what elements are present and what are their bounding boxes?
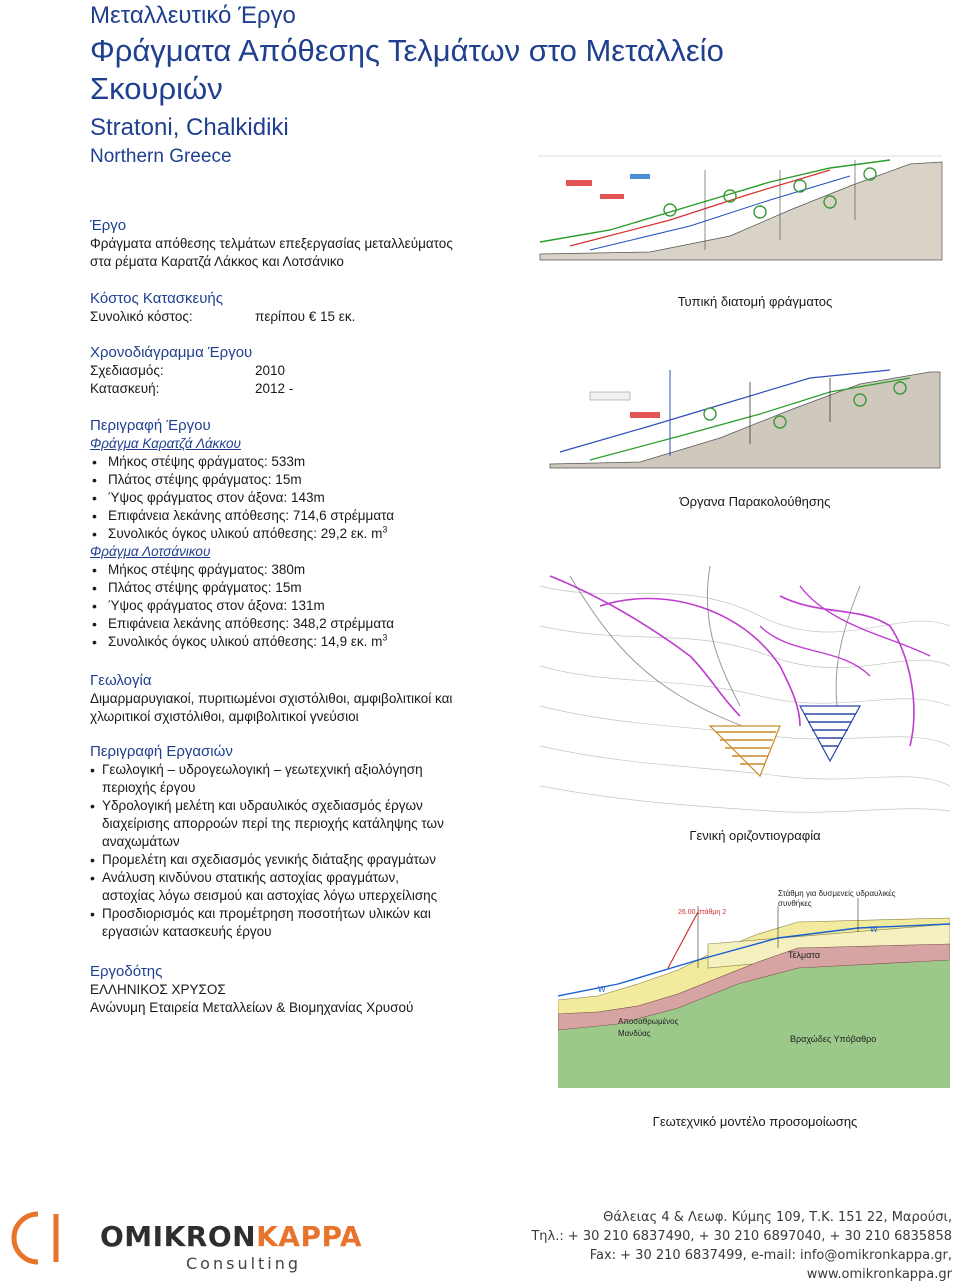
project-description-1: Φράγματα απόθεσης τελμάτων επεξεργασίας μεταλλεύματος [90, 236, 453, 251]
model-tailings-label: Τέλματα [788, 950, 821, 960]
work-line: αναχωμάτων [102, 834, 180, 849]
works-list [90, 761, 530, 941]
schedule-heading: Χρονοδιάγραμμα Έργου [90, 344, 253, 361]
list-item [90, 761, 530, 797]
dam1-volume-sup: 3 [382, 524, 388, 535]
work-line: • Γεωλογική – υδρογεωλογική – γεωτεχνική αξιολόγηση [102, 762, 423, 777]
list-item: • Επιφάνεια λεκάνης απόθεσης: 348,2 στρέμματα [90, 615, 530, 633]
work-line: • Προσδιορισμός και προμέτρηση ποσοτήτων υλικών και [102, 906, 431, 921]
model-water-table-label-1: Στάθμη για δυσμενείς υδραυλικές [778, 889, 896, 898]
geology-heading: Γεωλογία [90, 672, 152, 689]
work-line: • Υδρολογική μελέτη και υδραυλικός σχεδιασμός έργων [102, 798, 423, 813]
dam2-title: Φράγμα Λοτσάνικου [90, 544, 211, 559]
list-item: • Μήκος στέψης φράγματος: 533m [90, 453, 530, 471]
dam2-volume: Συνολικός όγκος υλικού απόθεσης: 14,9 εκ. m [108, 634, 383, 649]
work-line: • Προμελέτη και σχεδιασμός γενικής διάταξης φραγμάτων [102, 852, 436, 867]
list-item: • Πλάτος στέψης φράγματος: 15m [90, 579, 530, 597]
schedule-section [90, 343, 530, 398]
contact-block [460, 1208, 952, 1284]
instruments-drawing [530, 352, 950, 470]
geology-section [90, 671, 530, 726]
list-item [90, 633, 530, 651]
consulting-label: Consulting [186, 1254, 302, 1273]
dam-cross-section-figure [530, 150, 950, 262]
works-section [90, 742, 530, 941]
work-line: περιοχής έργου [102, 780, 196, 795]
page-title-line2: Σκουριών [90, 71, 223, 106]
geotechnical-model-figure [558, 888, 950, 1088]
model-deposit-label-1: Αποσαθρωμένος [618, 1017, 679, 1026]
list-item: • Ύψος φράγματος στον άξονα: 143m [90, 489, 530, 507]
list-item: • Ύψος φράγματος στον άξονα: 131m [90, 597, 530, 615]
design-label: Σχεδιασμός: [90, 363, 164, 378]
cost-value: περίπου € 15 εκ. [255, 309, 356, 324]
dam2-volume-sup: 3 [382, 632, 388, 643]
project-section [90, 216, 530, 271]
model-level-label: 26.00 στάθμη 2 [678, 909, 727, 916]
company-logo-icon [4, 1210, 88, 1266]
page-title [90, 32, 810, 108]
geology-line2: χλωριτικοί σχιστόλιθοι, αμφιβολιτικοί γνεύσιοι [90, 709, 359, 724]
caption-instruments: Όργανα Παρακολούθησης [679, 494, 831, 509]
category-label: Μεταλλευτικό Έργο [90, 2, 296, 29]
work-line: εργασιών κατασκευής έργου [102, 924, 272, 939]
brand-left: OMIKRON [100, 1220, 257, 1253]
works-heading: Περιγραφή Εργασιών [90, 743, 233, 760]
location: Stratoni, Chalkidiki [90, 114, 289, 141]
footer [0, 1196, 960, 1282]
list-item: • Επιφάνεια λεκάνης απόθεσης: 714,6 στρέμματα [90, 507, 530, 525]
page-title-line1: Φράγματα Απόθεσης Τελμάτων στο Μεταλλείο [90, 33, 724, 68]
model-w2-label: W [598, 985, 606, 994]
model-w1-label: W [870, 925, 878, 934]
general-plan-figure [540, 566, 950, 816]
caption-general-plan: Γενική οριζοντιογραφία [689, 828, 821, 843]
model-bedrock-label: Βραχώδες Υπόβαθρο [790, 1034, 877, 1044]
dam2-list [90, 561, 530, 651]
work-line: αστοχίας λόγω σεισμού και αστοχίας λόγω υπερχείλισης [102, 888, 438, 903]
instruments-figure [530, 352, 950, 470]
list-item [90, 905, 530, 941]
client-name: ΕΛΛΗΝΙΚΟΣ ΧΡΥΣΟΣ [90, 982, 226, 997]
cost-section [90, 289, 530, 326]
description-section [90, 416, 530, 651]
list-item [90, 797, 530, 851]
client-heading: Εργοδότης [90, 963, 163, 980]
list-item: • Μήκος στέψης φράγματος: 380m [90, 561, 530, 579]
description-heading: Περιγραφή Έργου [90, 417, 211, 434]
caption-cross-section: Τυπική διατομή φράγματος [677, 294, 833, 309]
brand-right: KAPPA [256, 1220, 363, 1253]
geotechnical-model-drawing [558, 888, 950, 1088]
company-brand [100, 1220, 362, 1253]
list-item [90, 525, 530, 543]
list-item [90, 851, 530, 869]
list-item: • Πλάτος στέψης φράγματος: 15m [90, 471, 530, 489]
geology-line1: Διμαρμαρυγιακοί, πυριτιωμένοι σχιστόλιθοι, αμφιβολιτικοί και [90, 691, 453, 706]
list-item [90, 869, 530, 905]
client-full-name: Ανώνυμη Εταιρεία Μεταλλείων & Βιομηχανίας Χρυσού [90, 1000, 414, 1015]
dam1-title: Φράγμα Καρατζά Λάκκου [90, 436, 241, 451]
model-water-table-label-2: συνθήκες [778, 899, 812, 908]
contact-phones: Τηλ.: + 30 210 6837490, + 30 210 6897040, + 30 210 6835858 [531, 1229, 952, 1244]
work-line: διαχείρισης απορροών περί της περιοχής κατάληψης των [102, 816, 444, 831]
region: Northern Greece [90, 146, 232, 167]
construction-label: Κατασκευή: [90, 381, 160, 396]
contact-fax-email: Fax: + 30 210 6837499, e-mail: info@omikronkappa.gr, www.omikronkappa.gr [589, 1248, 952, 1282]
client-section [90, 962, 530, 1017]
construction-value: 2012 - [255, 381, 294, 396]
dam1-list [90, 453, 530, 543]
caption-geotechnical-model: Γεωτεχνικό μοντέλο προσομοίωσης [652, 1114, 858, 1129]
model-deposit-label-2: Μανδύας [618, 1029, 651, 1038]
project-description-2: στα ρέματα Καρατζά Λάκκος και Λοτσάνικο [90, 254, 344, 269]
project-heading: Έργο [90, 217, 127, 234]
dam1-volume: Συνολικός όγκος υλικού απόθεσης: 29,2 εκ. m [108, 526, 383, 541]
work-line: • Ανάλυση κινδύνου στατικής αστοχίας φραγμάτων, [102, 870, 399, 885]
dam-cross-section-drawing [530, 150, 950, 262]
cost-label: Συνολικό κόστος: [90, 309, 193, 324]
cost-heading: Κόστος Κατασκευής [90, 290, 223, 307]
general-plan-drawing [540, 566, 950, 816]
design-value: 2010 [255, 363, 286, 378]
contact-address: Θάλειας 4 & Λεωφ. Κύμης 109, Τ.Κ. 151 22, Μαρούσι, [603, 1210, 952, 1225]
